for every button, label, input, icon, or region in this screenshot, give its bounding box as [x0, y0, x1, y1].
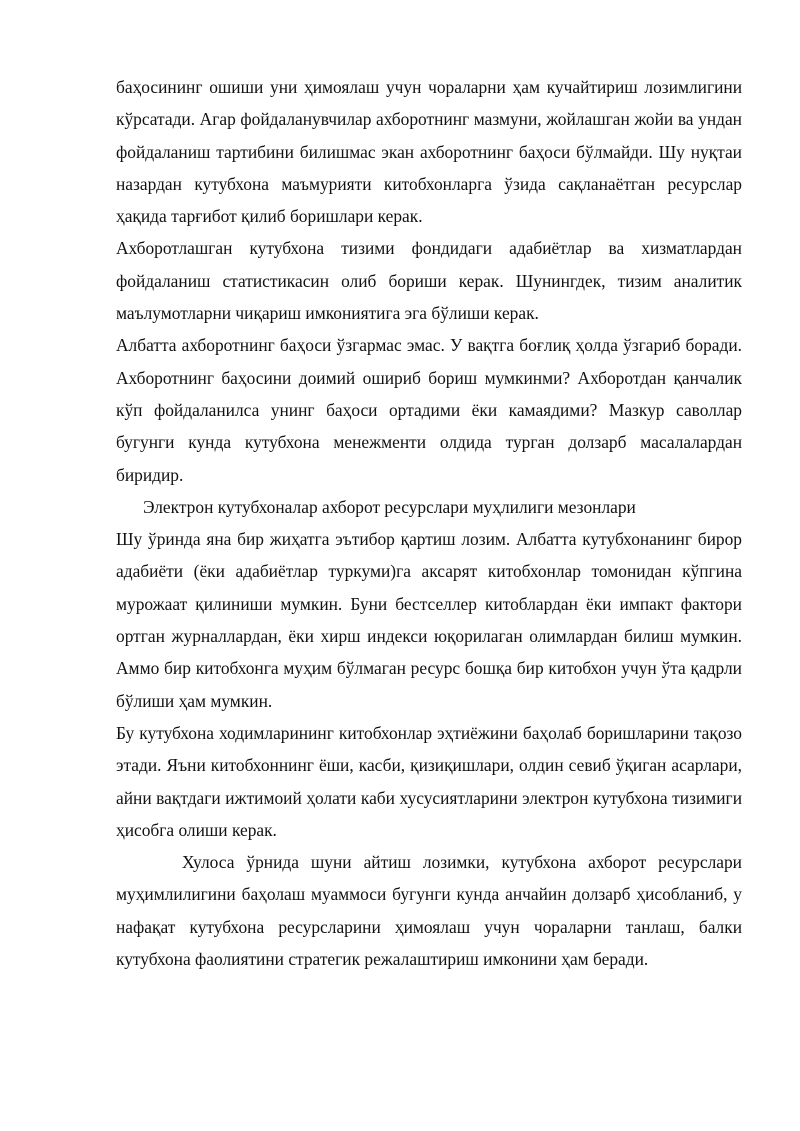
section-heading: Электрон кутубхоналар ахборот ресурслари муҳлилиги мезонлари	[143, 496, 636, 517]
paragraph-reader-needs: Бу кутубхона ходимларининг китобхонлар эҳтиёжини баҳолаб боришларини тақозо этади. Яъни китобхоннинг ёши, касби, қизиқишлари, олдин севиб ўқиган асарлари, айни вақтдаги ижтимоий ҳолати каби хусусиятларини электрон кутубхона тизимиги ҳисобга олиши керак.	[116, 722, 742, 840]
document-page	[116, 71, 742, 975]
paragraph-information-value: Албатта ахборотнинг баҳоси ўзгармас эмас. У вақтга боғлиқ ҳолда ўзгариб боради. Ахборотнинг баҳосини доимий ошириб бориш мумкинми? Ахборотдан қанчалик кўп фойдаланилса унинг баҳоси ортадими ёки камаядими? Мазкур саволлар бугунги кунда кутубхона менежменти олдида турган долзарб масалалардан биридир.	[116, 335, 742, 485]
paragraph-value-protection: баҳосининг ошиши уни ҳимоялаш учун чораларни ҳам кучайтириш лозимлигини кўрсатади. Агар фойдаланувчилар ахборотнинг мазмуни, жойлашган жойи ва ундан фойдаланиш тартибини билишмас экан ахборотнинг баҳоси бўлмайди. Шу нуқтаи назардан кутубхона маъмурияти китобхонларга ўзида сақланаётган ресурслар ҳақида тарғибот қилиб боришлари керак.	[116, 77, 742, 227]
paragraph-conclusion: Хулоса ўрнида шуни айтиш лозимки, кутубхона ахборот ресурслари муҳимлилигини баҳолаш муаммоси бугунги кунда анчайин долзарб ҳисобланиб, у нафақат кутубхона ресурсларини ҳимоялаш учун чораларни танлаш, балки кутубхона фаолиятини стратегик режалаштириш имконини ҳам беради.	[116, 852, 742, 970]
paragraph-usage-statistics: Ахборотлашган кутубхона тизими фондидаги адабиётлар ва хизматлардан фойдаланиш статистикасин олиб бориши керак. Шунингдек, тизим аналитик маълумотларни чиқариш имкониятига эга бўлиши керак.	[116, 238, 742, 324]
paragraph-reader-interest: Шу ўринда яна бир жиҳатга эътибор қартиш лозим. Албатта кутубхонанинг бирор адабиёти (ёки адабиётлар туркуми)га аксарят китобхонлар томонидан кўпгина мурожаат қилиниши мумкин. Буни бестселлер китоблардан ёки импакт фактори ортган журналлардан, ёки хирш индекси юқорилаган олимлардан билиш мумкин. Аммо бир китобхонга муҳим бўлмаган ресурс бошқа бир китобхон учун ўта қадрли бўлиши ҳам мумкин.	[116, 529, 742, 711]
